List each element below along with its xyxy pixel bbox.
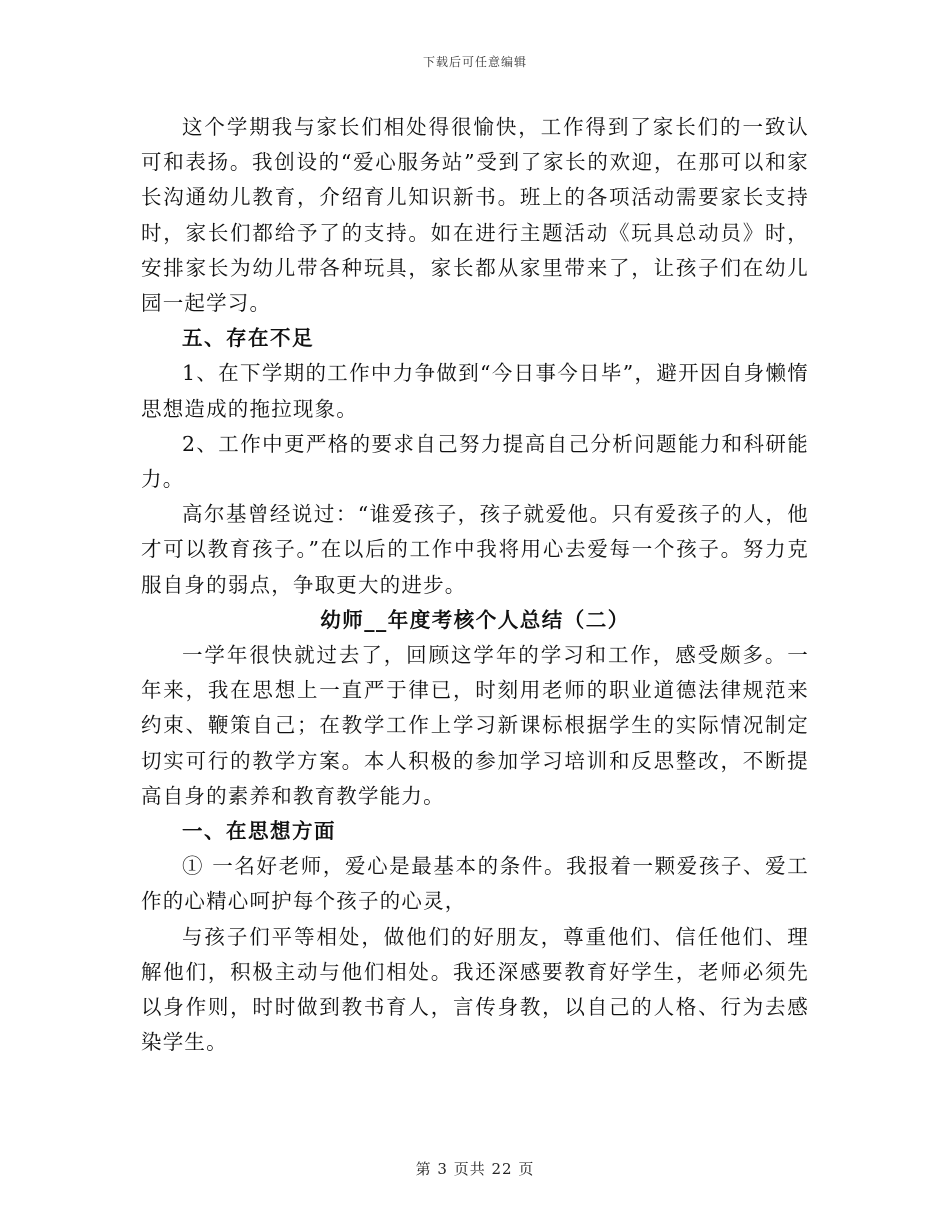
section-heading-thought: 一、在思想方面	[182, 819, 336, 844]
paragraph-love-children: ① 一名好老师，爱心是最基本的条件。我报着一颗爱孩子、爱工作的心精心呵护每个孩子的心灵，	[141, 854, 809, 914]
document-body	[141, 110, 809, 1060]
paragraph-shortcoming-1: 1、在下学期的工作中力争做到“今日事今日毕”，避开因自身懒惰思想造成的拖拉现象。	[141, 361, 809, 421]
paragraph-gorky-quote: 高尔基曾经说过：“谁爱孩子，孩子就爱他。只有爱孩子的人，他才可以教育孩子。”在以后的工作中我将用心去爱每一个孩子。努力克服自身的弱点，争取更大的进步。	[141, 502, 809, 597]
paragraph-parent-cooperation: 这个学期我与家长们相处得很愉快，工作得到了家长们的一致认可和表扬。我创设的“爱心服务站”受到了家长的欢迎，在那可以和家长沟通幼儿教育，介绍育儿知识新书。班上的各项活动需要家长支持时，家长们都给予了的支持。如在进行主题活动《玩具总动员》时，安排家长为幼儿带各种玩具，家长都从家里带来了，让孩子们在幼儿园一起学习。	[141, 115, 809, 316]
paragraph-equal-treatment: 与孩子们平等相处，做他们的好朋友，尊重他们、信任他们、理解他们，积极主动与他们相处。我还深感要教育好学生，老师必须先以身作则，时时做到教书育人，言传身教，以自己的人格、行为去感染学生。	[141, 924, 809, 1055]
document-title-part-two: 幼师__年度考核个人总结（二）	[320, 607, 630, 632]
page-header: 下载后可任意编辑	[422, 55, 527, 69]
paragraph-shortcoming-2: 2、工作中更严格的要求自己努力提高自己分析问题能力和科研能力。	[141, 431, 809, 492]
section-heading-shortcomings: 五、存在不足	[182, 326, 314, 351]
paragraph-year-review: 一学年很快就过去了，回顾这学年的学习和工作，感受颇多。一年来，我在思想上一直严于律已，时刻用老师的职业道德法律规范来约束、鞭策自己；在教学工作上学习新课标根据学生的实际情况制定切实可行的教学方案。本人积极的参加学习培训和反思整改，不断提高自身的素养和教育教学能力。	[141, 643, 809, 808]
page-number-footer: 第 3 页共 22 页	[415, 1160, 535, 1178]
